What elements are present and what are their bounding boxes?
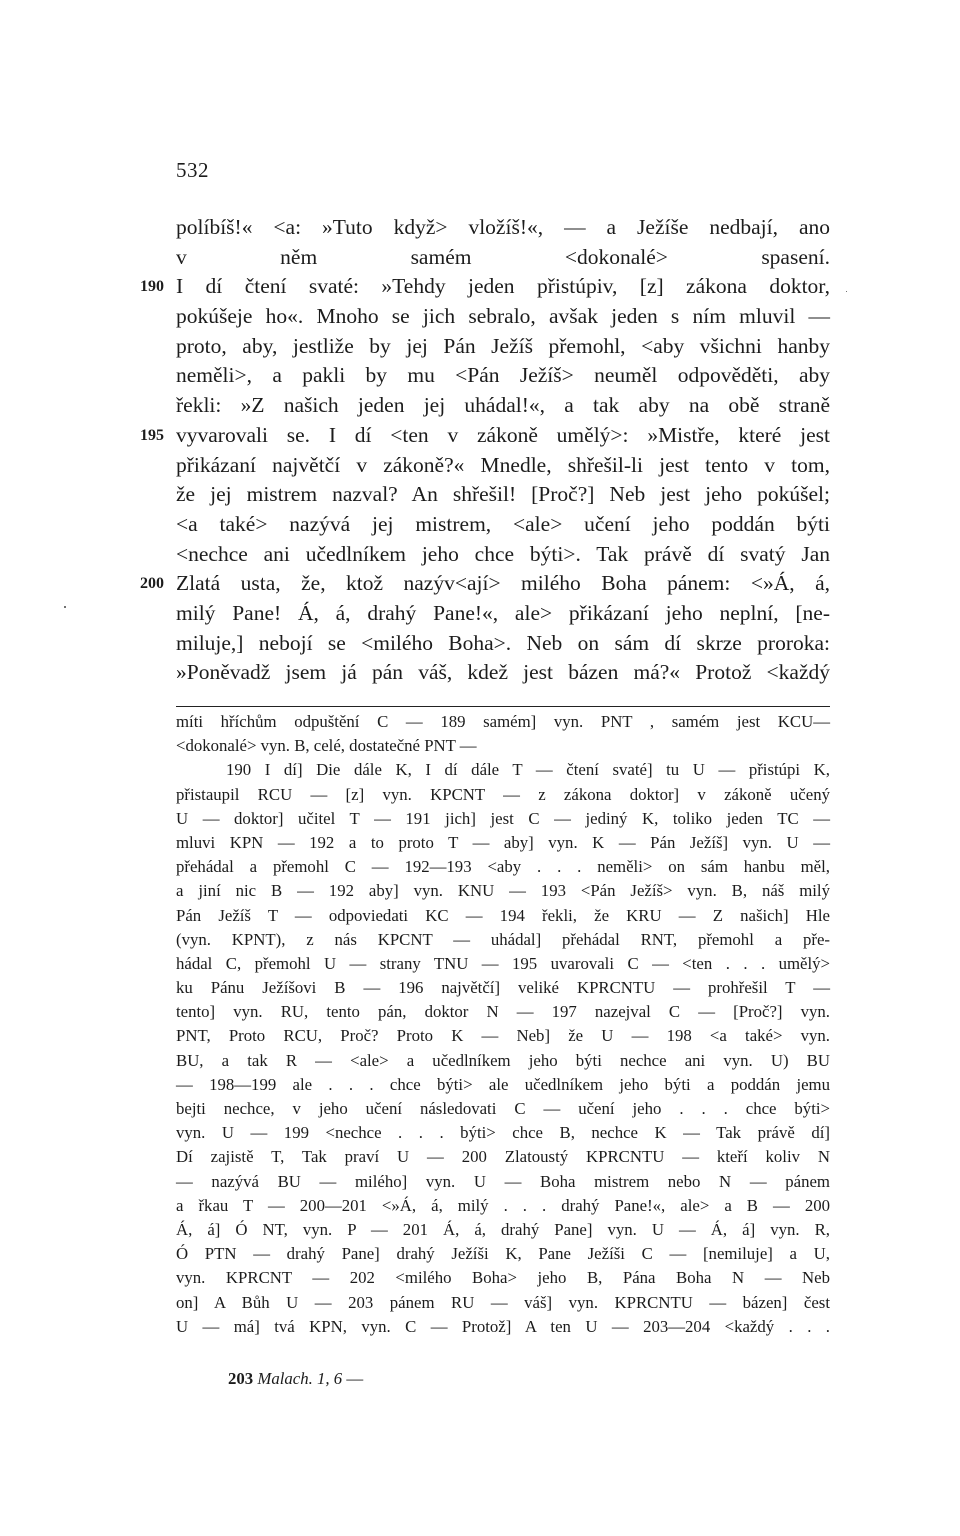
note-line-content: on] A Bůh U — 203 pánem RU — váš] vyn. KPRCNTU — bázen] čest	[176, 1292, 830, 1312]
note-line	[0, 1000, 960, 1024]
text-line-content: proto, aby, jestliže by jej Pán Ježíš přemohl, <aby všichni hanby	[176, 333, 830, 358]
note-line	[0, 1121, 960, 1145]
text-line-content: řekli: »Z našich jeden jej uhádal!«, a tak aby na obě straně	[176, 393, 830, 418]
note-line-content: a řkau T — 200—201 <»Á, á, milý . . . drahý Pane!«, ale> a B — 200	[176, 1195, 830, 1215]
text-line	[0, 480, 960, 510]
bible-reference-note	[228, 1369, 363, 1389]
note-line-content: PNT, Proto RCU, Proč? Proto K — Neb] že U — 198 <a také> vyn.	[176, 1026, 830, 1046]
note-line-content: vyn. KPRCNT — 202 <milého Boha> jeho B, Pána Boha N — Neb	[176, 1268, 830, 1288]
scan-speck	[64, 606, 66, 608]
text-line	[0, 569, 960, 599]
note-line-content: přistaupil RCU — [z] vyn. KPCNT — z zákona doktor] v zákoně učený	[176, 784, 830, 804]
note-line-content: vyn. U — 199 <nechce . . . býti> chce B, nechce K — Tak právě dí]	[176, 1123, 830, 1143]
text-line-content: Zlatá usta, že, ktož nazýv<ají> milého Boha pánem: <»Á, á,	[176, 571, 830, 596]
bible-reference-source: Malach. 1, 6	[257, 1369, 343, 1388]
note-line	[0, 710, 960, 734]
text-line-content: pokúšeje ho«. Mnoho se jich sebralo, avšak jeden s ním mluvil —	[176, 304, 830, 329]
text-line	[0, 451, 960, 481]
note-line	[0, 855, 960, 879]
note-line	[0, 1291, 960, 1315]
note-line-content: U — má] tvá KPN, vyn. C — Protož] A ten U — 203—204 <každý . . .	[176, 1316, 830, 1336]
text-line	[0, 361, 960, 391]
note-line-content: Á, á] Ó NT, vyn. P — 201 Á, á, drahý Pane] vyn. U — Á, á] vyn. R,	[176, 1219, 830, 1239]
text-line-content: přikázaní najvětčí v zákoně?« Mnedle, shřešil-li jest tento v tom,	[176, 452, 830, 477]
note-line-content: Dí zajistě T, Tak praví U — 200 Zlatoustý KPRCNTU — kteří koliv N	[176, 1147, 830, 1167]
text-line	[0, 213, 960, 243]
text-line-content: milý Pane! Á, á, drahý Pane!«, ale> přikázaní jeho neplní, [ne-	[176, 600, 830, 625]
note-line	[0, 1170, 960, 1194]
note-line	[0, 831, 960, 855]
note-line-content: bejti nechce, v jeho učení následovati C — učení jeho . . . chce býti>	[176, 1099, 830, 1118]
note-line	[0, 952, 960, 976]
text-line-content: <nechce ani učedlníkem jeho chce býti>. Tak právě dí svatý Jan	[176, 541, 830, 566]
note-line	[0, 1194, 960, 1218]
text-line-content: že jej mistrem nazval? An shřešil! [Proč?] Neb jest jeho pokúšel;	[176, 482, 830, 507]
text-line-content: neměli>, a pakli by mu <Pán Ježíš> neuměl odpověděti, aby	[176, 363, 830, 388]
note-line	[0, 758, 960, 782]
note-line-content: 190 I dí] Die dále K, I dí dále T — čtení svaté] tu U — přistúpi K,	[226, 760, 830, 780]
main-text	[0, 213, 960, 688]
bible-reference-line: 203	[228, 1369, 254, 1388]
text-line	[0, 421, 960, 451]
note-line-content: přehádal a přemohl C — 192—193 <aby . . . neměli> on sám hanbu měl,	[176, 857, 830, 877]
note-line-content: míti hříchům odpuštění C — 189 samém] vyn. PNT , samém jest KCU—	[176, 712, 830, 731]
note-line-content: <dokonalé> vyn. B, celé, dostatečné PNT —	[176, 736, 477, 756]
note-line	[0, 1049, 960, 1073]
page-number: 532	[176, 158, 209, 182]
note-line-content: U — doktor] učitel T — 191 jich] jest C — jediný K, toliko jeden TC —	[176, 808, 830, 828]
text-line-content: <a také> nazývá jej mistrem, <ale> učení jeho poddán býti	[176, 511, 830, 536]
note-line	[0, 1024, 960, 1048]
text-line-content: vyvarovali se. I dí <ten v zákoně umělý>: »Mistře, které jest	[176, 422, 830, 447]
note-line	[0, 783, 960, 807]
text-line	[0, 629, 960, 659]
note-line	[0, 1073, 960, 1097]
text-line-content: »Poněvadž jsem já pán váš, kdež jest bázen má?« Protož <každý	[176, 660, 830, 685]
line-number: 195	[140, 426, 164, 444]
text-line-content: miluje,] nebojí se <milého Boha>. Neb on sám dí skrze proroka:	[176, 630, 830, 655]
text-line	[0, 658, 960, 688]
note-line	[0, 807, 960, 831]
note-line-content: Ó PTN — drahý Pane] drahý Ježíši K, Pane Ježíši C — [nemiluje] a U,	[176, 1244, 830, 1264]
text-line	[0, 391, 960, 421]
text-line	[0, 599, 960, 629]
note-line	[0, 976, 960, 1000]
note-line	[0, 1315, 960, 1339]
line-number: 190	[140, 278, 164, 296]
note-line	[0, 1218, 960, 1242]
note-line	[0, 879, 960, 903]
note-line-content: tento] vyn. RU, tento pán, doktor N — 197 nazejval C — [Proč?] vyn.	[176, 1002, 830, 1022]
note-line	[0, 904, 960, 928]
note-line-content: BU, a tak R — <ale> a učedlníkem jeho býti nechce ani vyn. U) BU	[176, 1050, 830, 1070]
line-number: 200	[140, 575, 164, 593]
note-line	[0, 1242, 960, 1266]
note-line-content: — nazývá BU — milého] vyn. U — Boha mistrem nebo N — pánem	[176, 1171, 830, 1191]
text-line-content: I dí čtení svaté: »Tehdy jeden přistúpiv, [z] zákona doktor,	[176, 274, 830, 299]
text-line	[0, 540, 960, 570]
text-line-content: v něm samém <dokonalé> spasení.	[176, 244, 830, 269]
note-line-content: Pán Ježíš T — odpoviedati KC — 194 řekli, že KRU — Z našich] Hle	[176, 905, 830, 925]
text-line	[0, 272, 960, 302]
note-line-content: ku Pánu Ježíšovi B — 196 najvětčí] veliké KPRCNTU — prohřešil T —	[176, 978, 830, 998]
text-line	[0, 332, 960, 362]
scan-speck	[846, 291, 847, 292]
note-line-content: a jiní nic B — 192 aby] vyn. KNU — 193 <Pán Ježíš> vyn. B, náš milý	[176, 881, 830, 901]
critical-apparatus	[0, 710, 960, 1339]
note-line-content: — 198—199 ale . . . chce býti> ale učedlníkem jeho býti a poddán jemu	[176, 1074, 830, 1094]
text-line	[0, 302, 960, 332]
note-line-content: hádal C, přemohl U — strany TNU — 195 uvarovali C — <ten . . . umělý>	[176, 953, 830, 973]
note-line-content: (vyn. KPNT), z nás KPCNT — uhádal] přehádal RNT, přemohl a pře-	[176, 929, 830, 949]
note-line	[0, 734, 960, 758]
note-line	[0, 928, 960, 952]
bible-reference-dash: —	[346, 1369, 364, 1388]
text-line	[0, 243, 960, 273]
text-line	[0, 510, 960, 540]
note-line	[0, 1266, 960, 1290]
note-line	[0, 1097, 960, 1121]
note-line-content: mluvi KPN — 192 a to proto T — aby] vyn. K — Pán Ježíš] vyn. U —	[176, 832, 830, 852]
text-line-content: políbíš!« <a: »Tuto když> vložíš!«, — a Ježíše nedbají, ano	[176, 215, 830, 239]
footnote-rule	[176, 706, 830, 707]
note-line	[0, 1145, 960, 1169]
